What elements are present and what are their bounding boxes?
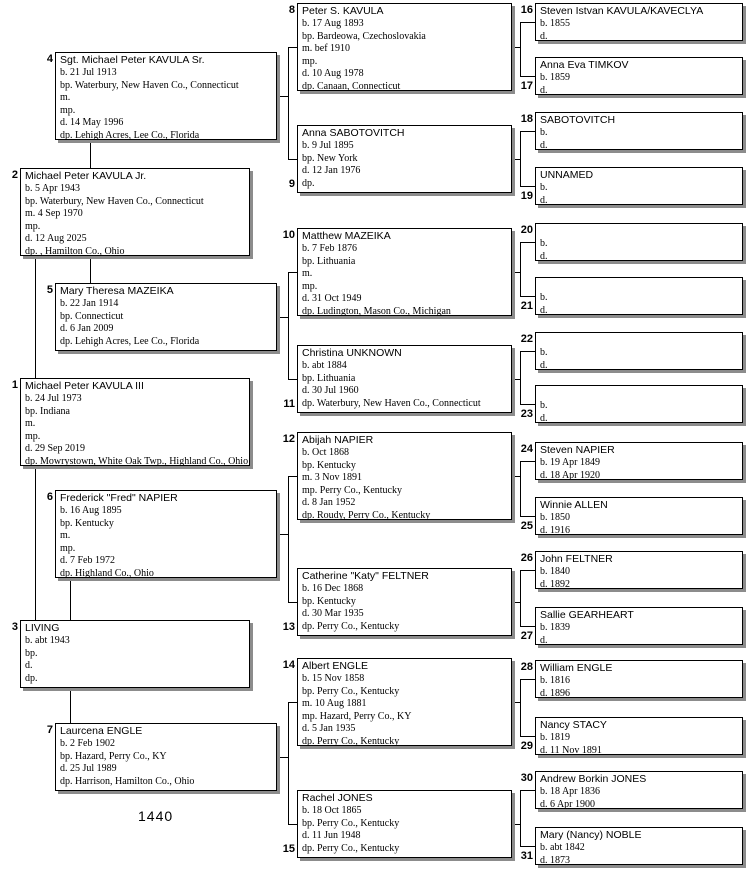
connector-line [520, 846, 535, 847]
person-number: 26 [520, 552, 533, 564]
person-detail: d. [540, 139, 548, 150]
person-box-27 [535, 607, 743, 645]
person-number: 30 [520, 772, 533, 784]
person-number: 23 [520, 408, 533, 420]
person-number: 8 [288, 4, 295, 16]
person-box-2 [20, 168, 250, 256]
person-detail: d. 10 Aug 1978 [302, 68, 364, 79]
person-detail: mp. Perry Co., Kentucky [302, 484, 402, 496]
person-box-13 [297, 568, 512, 636]
person-name: Abijah NAPIER [302, 434, 374, 446]
person-detail: d. 12 Aug 2025 [25, 233, 87, 244]
connector-line [288, 47, 289, 159]
person-box-5 [55, 283, 277, 351]
person-name: UNNAMED [540, 169, 594, 181]
person-detail: b. 17 Aug 1893 [302, 18, 364, 29]
connector-line [277, 534, 288, 535]
person-box-23 [535, 385, 743, 423]
person-name: Peter S. KAVULA [302, 5, 384, 17]
person-detail: d. 29 Sep 2019 [25, 443, 85, 454]
person-detail: dp. Lehigh Acres, Lee Co., Florida [60, 335, 200, 347]
person-name: Sgt. Michael Peter KAVULA Sr. [60, 54, 205, 66]
person-box-25 [535, 497, 743, 535]
person-detail: bp. New York [302, 152, 358, 164]
connector-line [288, 476, 297, 477]
person-detail: b. [540, 238, 548, 249]
connector-line [512, 272, 520, 273]
person-detail: m. [25, 418, 36, 429]
person-detail: d. 6 Jan 2009 [60, 323, 114, 334]
person-detail: dp. Mowrystown, White Oak Twp., Highland Co., Ohio [25, 455, 249, 466]
person-detail: d. [540, 194, 548, 205]
person-detail: b. abt 1884 [302, 360, 347, 371]
connector-line [520, 461, 521, 516]
person-box-29 [535, 717, 743, 755]
person-number: 19 [520, 190, 533, 202]
person-detail: mp. [60, 104, 76, 116]
person-name: Andrew Borkin JONES [540, 773, 647, 785]
person-detail: m. [60, 530, 71, 541]
person-name [540, 225, 740, 238]
person-name: Rachel JONES [302, 792, 373, 804]
person-detail: b. 19 Apr 1849 [540, 457, 600, 468]
connector-line [288, 47, 297, 48]
person-detail: d. 8 Jan 1952 [302, 497, 356, 508]
person-detail: d. 18 Apr 1920 [540, 469, 600, 480]
person-detail: dp. Roudy, Perry Co., Kentucky [302, 509, 431, 520]
person-number: 15 [282, 843, 295, 855]
connector-line [520, 242, 521, 296]
person-detail: bp. Waterbury, New Haven Co., Connecticut [25, 195, 204, 207]
connector-line [288, 272, 297, 273]
person-number: 5 [46, 284, 53, 296]
person-detail: b. 7 Feb 1876 [302, 243, 357, 254]
connector-line [520, 404, 535, 405]
person-box-15 [297, 790, 512, 858]
person-name: LIVING [25, 622, 60, 634]
person-name: Laurcena ENGLE [60, 725, 143, 737]
person-detail: dp. Perry Co., Kentucky [302, 620, 400, 632]
person-number: 3 [11, 621, 18, 633]
person-detail: bp. Hazard, Perry Co., KY [60, 750, 167, 762]
connector-line [512, 824, 520, 825]
person-detail: d. [540, 84, 548, 95]
person-box-6 [55, 490, 277, 578]
person-box-30 [535, 771, 743, 809]
connector-line [520, 296, 535, 297]
connector-line [288, 379, 297, 380]
person-name: Michael Peter KAVULA III [25, 380, 144, 392]
person-box-28 [535, 660, 743, 698]
person-detail: m. 3 Nov 1891 [302, 472, 362, 483]
person-detail: d. [540, 30, 548, 41]
person-number: 31 [520, 850, 533, 862]
person-box-9 [297, 125, 512, 193]
person-detail: b. Oct 1868 [302, 447, 349, 458]
person-number: 9 [288, 178, 295, 190]
connector-line [520, 516, 535, 517]
person-detail: dp. Waterbury, New Haven Co., Connecticut [302, 397, 481, 409]
person-detail: bp. Lithuania [302, 372, 356, 384]
person-number: 28 [520, 661, 533, 673]
person-box-7 [55, 723, 277, 791]
person-box-31 [535, 827, 743, 865]
person-detail: d. 1896 [540, 687, 570, 698]
connector-line [512, 602, 520, 603]
person-detail: d. 1892 [540, 578, 570, 589]
person-detail: d. 12 Jan 1976 [302, 165, 361, 176]
person-detail: dp. [302, 177, 315, 189]
connector-line [520, 626, 535, 627]
connector-line [520, 76, 535, 77]
person-detail: d. 1916 [540, 524, 570, 535]
person-number: 12 [282, 433, 295, 445]
person-number: 22 [520, 333, 533, 345]
person-box-14 [297, 658, 512, 746]
person-number: 24 [520, 443, 533, 455]
person-detail: b. 1850 [540, 512, 570, 523]
person-box-24 [535, 442, 743, 480]
person-box-21 [535, 277, 743, 315]
person-detail: d. [540, 304, 548, 315]
connector-line [512, 159, 520, 160]
person-detail: d. 1873 [540, 854, 570, 865]
person-detail: d. [25, 660, 33, 671]
connector-line [520, 242, 535, 243]
connector-line [288, 159, 297, 160]
person-box-3 [20, 620, 250, 688]
person-detail: mp. Hazard, Perry Co., KY [302, 710, 412, 722]
connector-line [520, 131, 535, 132]
person-detail: b. [540, 347, 548, 358]
person-number: 4 [46, 53, 53, 65]
person-number: 1 [11, 379, 18, 391]
person-name: Catherine "Katy" FELTNER [302, 570, 429, 582]
connector-line [520, 22, 535, 23]
person-box-20 [535, 223, 743, 261]
person-number: 27 [520, 630, 533, 642]
person-detail: b. 1839 [540, 622, 570, 633]
person-detail: bp. [25, 647, 38, 659]
person-detail: dp. Perry Co., Kentucky [302, 842, 400, 854]
person-box-17 [535, 57, 743, 95]
connector-line [520, 790, 521, 846]
person-detail: mp. [25, 220, 41, 232]
person-detail: b. 1859 [540, 72, 570, 83]
connector-line [520, 570, 535, 571]
person-detail: b. 18 Apr 1836 [540, 786, 600, 797]
person-number: 20 [520, 224, 533, 236]
person-number: 16 [520, 4, 533, 16]
person-detail: b. 16 Dec 1868 [302, 583, 364, 594]
person-detail: d. [540, 412, 548, 423]
person-name [540, 279, 740, 292]
connector-line [277, 317, 288, 318]
connector-line [520, 679, 535, 680]
person-detail: d. 25 Jul 1989 [60, 763, 117, 774]
person-number: 2 [11, 169, 18, 181]
person-box-22 [535, 332, 743, 370]
connector-line [288, 702, 289, 824]
connector-line [288, 702, 297, 703]
person-name: Christina UNKNOWN [302, 347, 402, 359]
person-name: Mary Theresa MAZEIKA [60, 285, 174, 297]
person-name: Steven Istvan KAVULA/KAVECLYA [540, 5, 704, 17]
person-detail: m. [60, 92, 71, 103]
person-detail: b. [540, 127, 548, 138]
person-detail: b. 1855 [540, 18, 570, 29]
person-name: William ENGLE [540, 662, 613, 674]
person-detail: b. [540, 182, 548, 193]
connector-line [512, 702, 520, 703]
person-number: 7 [46, 724, 53, 736]
person-box-12 [297, 432, 512, 520]
person-detail: d. [540, 359, 548, 370]
person-number: 11 [283, 398, 295, 410]
person-name: Matthew MAZEIKA [302, 230, 391, 242]
person-number: 21 [520, 300, 533, 312]
person-detail: bp. Kentucky [302, 459, 356, 471]
person-detail: mp. [302, 280, 318, 292]
person-detail: b. [540, 292, 548, 303]
person-detail: m. 10 Aug 1881 [302, 698, 367, 709]
person-name: Anna Eva TIMKOV [540, 59, 629, 71]
person-detail: b. abt 1943 [25, 635, 70, 646]
connector-line [520, 461, 535, 462]
person-detail: dp. Perry Co., Kentucky [302, 735, 400, 746]
person-detail: b. 15 Nov 1858 [302, 673, 365, 684]
connector-line [35, 466, 36, 620]
person-detail: b. 1840 [540, 566, 570, 577]
person-detail: mp. [302, 55, 318, 67]
person-box-26 [535, 551, 743, 589]
person-name: Mary (Nancy) NOBLE [540, 829, 642, 841]
person-detail: dp. Canaan, Connecticut [302, 80, 401, 91]
person-detail: b. 1819 [540, 732, 570, 743]
person-name: SABOTOVITCH [540, 114, 616, 126]
connector-line [520, 186, 535, 187]
person-box-4 [55, 52, 277, 140]
person-detail: m. bef 1910 [302, 43, 351, 54]
person-detail: bp. Lithuania [302, 255, 356, 267]
person-name: Winnie ALLEN [540, 499, 608, 511]
person-name: Michael Peter KAVULA Jr. [25, 170, 147, 182]
connector-line [520, 131, 521, 186]
person-detail: bp. Kentucky [302, 595, 356, 607]
person-number: 17 [520, 80, 533, 92]
person-detail: m. 4 Sep 1970 [25, 208, 83, 219]
person-detail: b. [540, 400, 548, 411]
person-box-11 [297, 345, 512, 413]
person-number: 25 [520, 520, 533, 532]
person-detail: b. 1816 [540, 675, 570, 686]
person-detail: b. 5 Apr 1943 [25, 183, 80, 194]
connector-line [70, 688, 71, 723]
connector-line [288, 824, 297, 825]
person-detail: bp. Indiana [25, 405, 70, 417]
person-detail: d. 6 Apr 1900 [540, 798, 595, 809]
connector-line [90, 140, 91, 168]
connector-line [520, 570, 521, 626]
person-name: Anna SABOTOVITCH [302, 127, 405, 139]
person-detail: b. 16 Aug 1895 [60, 505, 122, 516]
connector-line [520, 351, 521, 404]
person-name [540, 334, 740, 347]
person-detail: d. [540, 634, 548, 645]
person-detail: dp. Highland Co., Ohio [60, 567, 154, 578]
person-detail: dp. Harrison, Hamilton Co., Ohio [60, 775, 195, 787]
person-number: 14 [282, 659, 295, 671]
person-number: 18 [520, 113, 533, 125]
person-detail: b. 2 Feb 1902 [60, 738, 115, 749]
person-detail: d. 30 Jul 1960 [302, 385, 359, 396]
person-detail: m. [302, 268, 313, 279]
person-detail: mp. [60, 542, 76, 554]
connector-line [520, 736, 535, 737]
connector-line [512, 47, 520, 48]
person-detail: bp. Perry Co., Kentucky [302, 685, 400, 697]
person-detail: d. [540, 250, 548, 261]
person-detail: d. 14 May 1996 [60, 117, 124, 128]
person-box-16 [535, 3, 743, 41]
page-number: 1440 [138, 808, 174, 824]
person-name: Nancy STACY [540, 719, 607, 731]
connector-line [512, 476, 520, 477]
connector-line [35, 256, 36, 378]
person-box-1 [20, 378, 250, 466]
connector-line [277, 757, 288, 758]
person-box-18 [535, 112, 743, 150]
person-name: Sallie GEARHEART [540, 609, 634, 621]
person-detail: dp. Ludington, Mason Co., Michigan [302, 305, 451, 316]
connector-line [288, 272, 289, 379]
person-number: 13 [282, 621, 295, 633]
connector-line [520, 351, 535, 352]
person-detail: d. 7 Feb 1972 [60, 555, 115, 566]
person-detail: bp. Perry Co., Kentucky [302, 817, 400, 829]
connector-line [520, 679, 521, 736]
person-detail: mp. [25, 430, 41, 442]
connector-line [277, 96, 288, 97]
person-detail: d. 30 Mar 1935 [302, 608, 364, 619]
connector-line [70, 578, 71, 620]
person-detail: bp. Bardeowa, Czechoslovakia [302, 30, 426, 42]
person-detail: bp. Waterbury, New Haven Co., Connecticut [60, 79, 239, 91]
person-box-10 [297, 228, 512, 316]
connector-line [512, 379, 520, 380]
person-detail: d. 11 Jun 1948 [302, 830, 361, 841]
connector-line [520, 790, 535, 791]
person-name: John FELTNER [540, 553, 613, 565]
person-detail: b. 22 Jan 1914 [60, 298, 119, 309]
connector-line [520, 22, 521, 76]
person-detail: d. 5 Jan 1935 [302, 723, 356, 734]
connector-line [90, 256, 91, 283]
connector-line [288, 602, 297, 603]
person-detail: d. 31 Oct 1949 [302, 293, 362, 304]
person-detail: b. 21 Jul 1913 [60, 67, 117, 78]
person-name [540, 387, 740, 400]
person-detail: dp. , Hamilton Co., Ohio [25, 245, 125, 256]
person-detail: d. 11 Nov 1891 [540, 744, 602, 755]
connector-line [288, 476, 289, 602]
person-name: Albert ENGLE [302, 660, 368, 672]
person-detail: b. 24 Jul 1973 [25, 393, 82, 404]
person-number: 10 [282, 229, 295, 241]
person-name: Steven NAPIER [540, 444, 615, 456]
person-detail: b. 9 Jul 1895 [302, 140, 354, 151]
person-number: 29 [520, 740, 533, 752]
person-detail: dp. [25, 672, 38, 684]
person-number: 6 [46, 491, 53, 503]
person-box-8 [297, 3, 512, 91]
person-detail: b. abt 1842 [540, 842, 585, 853]
person-box-19 [535, 167, 743, 205]
person-detail: bp. Kentucky [60, 517, 114, 529]
person-detail: b. 18 Oct 1865 [302, 805, 362, 816]
person-name: Frederick "Fred" NAPIER [60, 492, 178, 504]
person-detail: bp. Connecticut [60, 310, 124, 322]
person-detail: dp. Lehigh Acres, Lee Co., Florida [60, 129, 200, 140]
